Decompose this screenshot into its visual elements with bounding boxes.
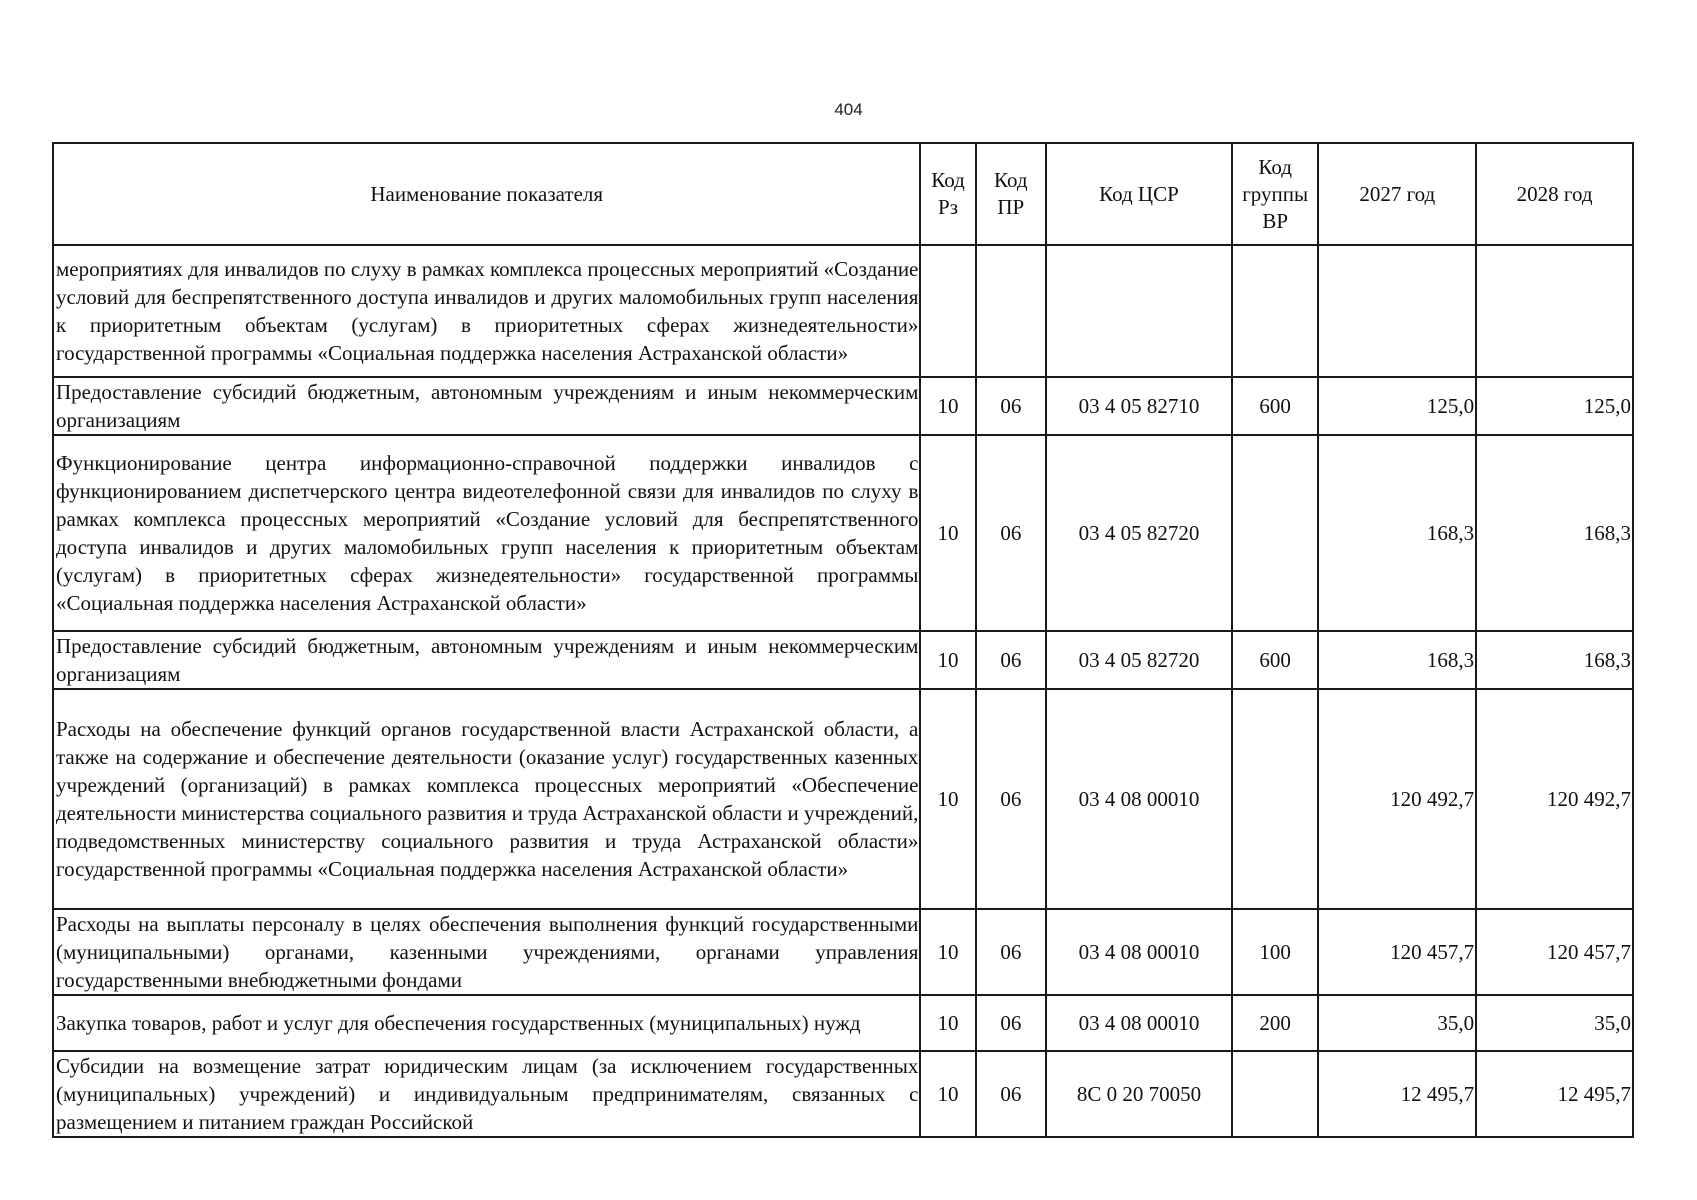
- table-row: [53, 245, 1633, 377]
- row-vr: 600: [1232, 631, 1318, 689]
- row-2028: 12 495,7: [1476, 1051, 1633, 1137]
- row-name: Расходы на обеспечение функций органов государственной власти Астраханской области, а также на содержание и обеспечение деятельности (оказание услуг) государственных казенных учреждений (организаций) в рамках комплекса процессных мероприятий «Обеспечение деятельности министерства социального развития и труда Астраханской области и учреждений, подведомственных министерству социального развития и труда Астраханской области» государственной программы «Социальная поддержка населения Астраханской области»: [53, 689, 920, 909]
- table-row: [53, 1051, 1633, 1137]
- row-2027: 12 495,7: [1318, 1051, 1476, 1137]
- row-2028: [1476, 245, 1633, 377]
- row-2028: 120 457,7: [1476, 909, 1633, 995]
- row-csr: 03 4 05 82720: [1046, 631, 1232, 689]
- row-vr: [1232, 1051, 1318, 1137]
- row-vr: [1232, 689, 1318, 909]
- table-row: [53, 435, 1633, 631]
- row-2027: 168,3: [1318, 631, 1476, 689]
- row-name: Функционирование центра информационно-справочной поддержки инвалидов с функционированием диспетчерского центра видеотелефонной связи для инвалидов по слуху в рамках комплекса процессных мероприятий «Создание условий для беспрепятственного доступа инвалидов и других маломобильных групп населения к приоритетным объектам (услугам) в приоритетных сферах жизнедеятельности» государственной программы «Социальная поддержка населения Астраханской области»: [53, 435, 920, 631]
- row-rz: 10: [920, 631, 975, 689]
- row-rz: [920, 245, 975, 377]
- header-csr: Код ЦСР: [1046, 143, 1232, 245]
- row-2028: 125,0: [1476, 377, 1633, 435]
- row-csr: [1046, 245, 1232, 377]
- header-rz: Код Рз: [920, 143, 975, 245]
- row-2027: 120 457,7: [1318, 909, 1476, 995]
- row-rz: 10: [920, 909, 975, 995]
- row-csr: 03 4 05 82710: [1046, 377, 1232, 435]
- row-rz: 10: [920, 995, 975, 1051]
- row-rz: 10: [920, 435, 975, 631]
- row-pr: [976, 245, 1046, 377]
- header-name: Наименование показателя: [53, 143, 920, 245]
- row-2027: [1318, 245, 1476, 377]
- row-vr: 100: [1232, 909, 1318, 995]
- row-rz: 10: [920, 689, 975, 909]
- row-name: Закупка товаров, работ и услуг для обеспечения государственных (муниципальных) нужд: [53, 995, 920, 1051]
- row-2027: 168,3: [1318, 435, 1476, 631]
- row-pr: 06: [976, 1051, 1046, 1137]
- table-row: [53, 377, 1633, 435]
- row-2028: 35,0: [1476, 995, 1633, 1051]
- header-pr: Код ПР: [976, 143, 1046, 245]
- row-vr: 600: [1232, 377, 1318, 435]
- row-rz: 10: [920, 1051, 975, 1137]
- row-csr: 03 4 05 82720: [1046, 435, 1232, 631]
- row-rz: 10: [920, 377, 975, 435]
- row-pr: 06: [976, 689, 1046, 909]
- row-name: Субсидии на возмещение затрат юридическим лицам (за исключением государственных (муниципальных) учреждений) и индивидуальным предпринимателям, связанных с размещением и питанием граждан Российской: [53, 1051, 920, 1137]
- budget-table: [52, 142, 1634, 1138]
- row-name: Расходы на выплаты персоналу в целях обеспечения выполнения функций государственными (муниципальными) органами, казенными учреждениями, органами управления государственными внебюджетными фондами: [53, 909, 920, 995]
- row-name: мероприятиях для инвалидов по слуху в рамках комплекса процессных мероприятий «Создание условий для беспрепятственного доступа инвалидов и других маломобильных групп населения к приоритетным объектам (услугам) в приоритетных сферах жизнедеятельности» государственной программы «Социальная поддержка населения Астраханской области»: [53, 245, 920, 377]
- row-csr: 8С 0 20 70050: [1046, 1051, 1232, 1137]
- page-number: 404: [834, 100, 863, 119]
- table-row: [53, 631, 1633, 689]
- row-vr: [1232, 245, 1318, 377]
- row-vr: [1232, 435, 1318, 631]
- row-pr: 06: [976, 631, 1046, 689]
- row-2028: 120 492,7: [1476, 689, 1633, 909]
- row-name: Предоставление субсидий бюджетным, автономным учреждениям и иным некоммерческим организациям: [53, 377, 920, 435]
- row-vr: 200: [1232, 995, 1318, 1051]
- row-csr: 03 4 08 00010: [1046, 995, 1232, 1051]
- row-csr: 03 4 08 00010: [1046, 909, 1232, 995]
- table-row: [53, 689, 1633, 909]
- row-pr: 06: [976, 435, 1046, 631]
- row-2028: 168,3: [1476, 631, 1633, 689]
- row-pr: 06: [976, 377, 1046, 435]
- row-pr: 06: [976, 909, 1046, 995]
- header-2028: 2028 год: [1476, 143, 1633, 245]
- row-2027: 35,0: [1318, 995, 1476, 1051]
- table-row: [53, 995, 1633, 1051]
- header-2027: 2027 год: [1318, 143, 1476, 245]
- row-name: Предоставление субсидий бюджетным, автономным учреждениям и иным некоммерческим организациям: [53, 631, 920, 689]
- row-csr: 03 4 08 00010: [1046, 689, 1232, 909]
- row-2028: 168,3: [1476, 435, 1633, 631]
- table-header-row: [53, 143, 1633, 245]
- row-2027: 125,0: [1318, 377, 1476, 435]
- row-2027: 120 492,7: [1318, 689, 1476, 909]
- row-pr: 06: [976, 995, 1046, 1051]
- table-row: [53, 909, 1633, 995]
- header-vr: Код группы ВР: [1232, 143, 1318, 245]
